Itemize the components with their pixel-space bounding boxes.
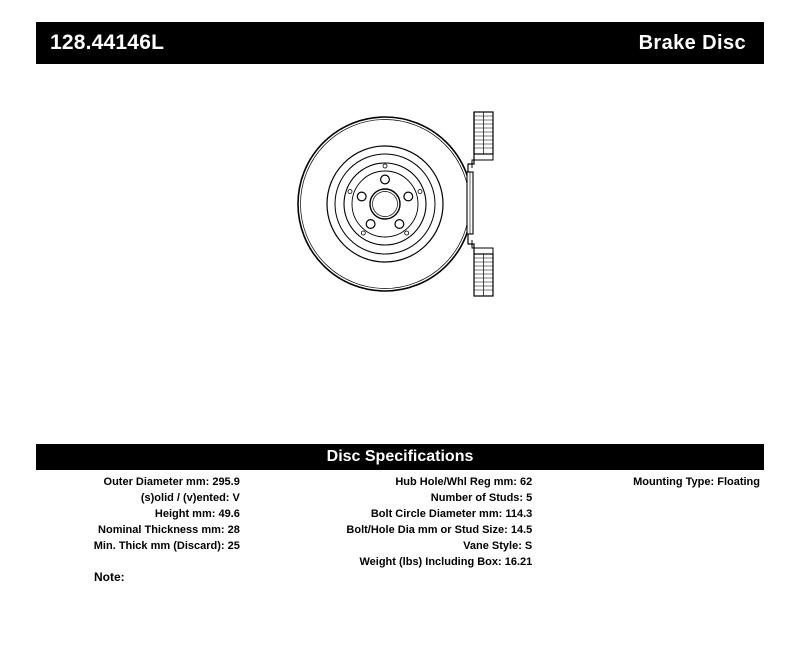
header-bar [36, 22, 764, 64]
note-label: Note: [94, 570, 125, 584]
spec-title: Disc Specifications [326, 448, 474, 465]
spec-column-left [36, 474, 244, 554]
spec-item: Height mm: 49.6 [154, 508, 240, 520]
spec-item: Nominal Thickness mm: 28 [98, 524, 240, 536]
note-row [36, 570, 764, 584]
spec-columns [36, 474, 764, 570]
brake-rotor-edge-view [464, 104, 516, 309]
product-type-label: Brake Disc [638, 31, 746, 54]
spec-item: Weight (lbs) Including Box: 16.21 [359, 556, 533, 568]
spec-item: Min. Thick mm (Discard): 25 [93, 540, 240, 552]
spec-item: Outer Diameter mm: 295.9 [103, 476, 240, 488]
spec-item: (s)olid / (v)ented: V [140, 492, 240, 504]
spec-item: Hub Hole/Whl Reg mm: 62 [395, 476, 533, 488]
product-drawing [36, 75, 764, 425]
spec-item: Mounting Type: Floating [633, 476, 760, 488]
part-number: 128.44146L [50, 31, 165, 54]
spec-column-right [536, 474, 764, 490]
brake-rotor-face-view [290, 109, 480, 304]
spec-title-bar [36, 444, 764, 470]
spec-item: Bolt Circle Diameter mm: 114.3 [370, 508, 533, 520]
spec-column-middle [244, 474, 536, 570]
spec-item: Bolt/Hole Dia mm or Stud Size: 14.5 [346, 524, 533, 536]
spec-item: Vane Style: S [463, 540, 533, 552]
spec-item: Number of Studs: 5 [430, 492, 533, 504]
